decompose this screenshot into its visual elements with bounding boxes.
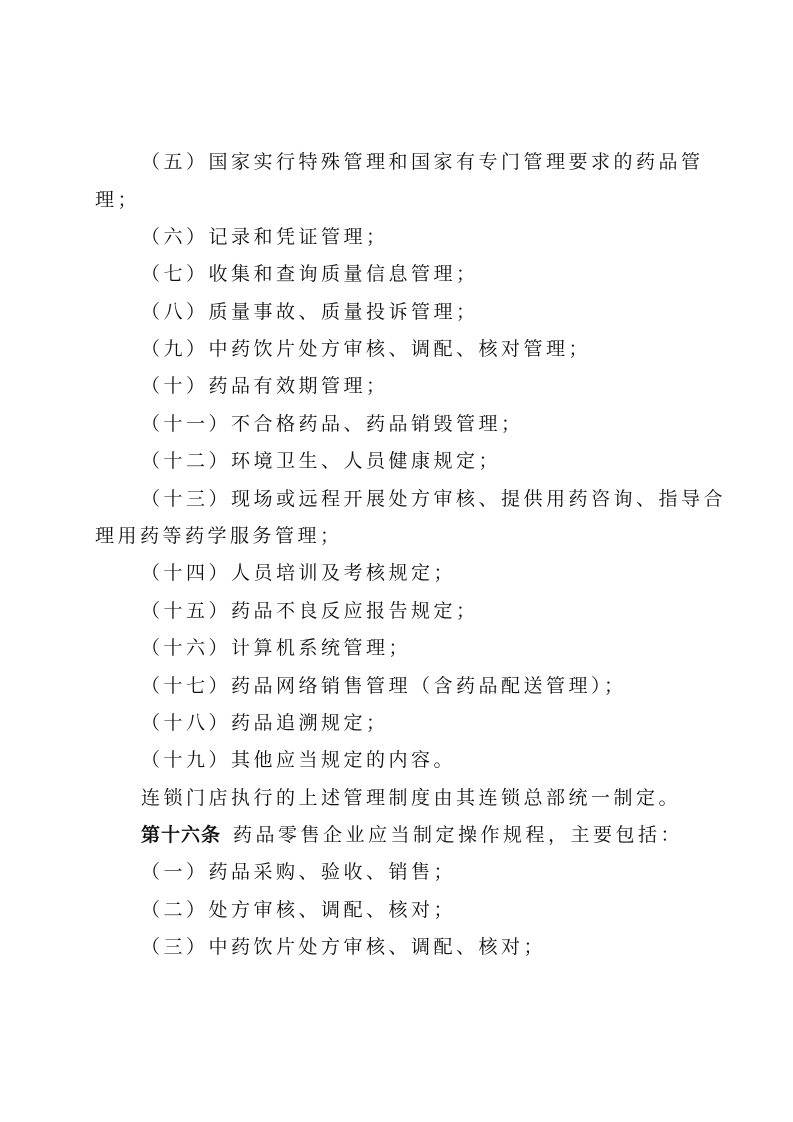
clause-9: （九）中药饮片处方审核、调配、核对管理；	[141, 338, 592, 360]
article-16-text: 药品零售企业应当制定操作规程，主要包括：	[233, 824, 684, 846]
clause-10: （十）药品有效期管理；	[141, 375, 389, 397]
clause-6: （六）记录和凭证管理；	[141, 226, 389, 248]
clause-15: （十五）药品不良反应报告规定；	[141, 600, 479, 622]
clause-19: （十九）其他应当规定的内容。	[141, 749, 457, 771]
clause-13-line-2: 理用药等药学服务管理；	[95, 525, 343, 547]
procedure-item-2: （二）处方审核、调配、核对；	[141, 899, 457, 921]
clause-5-line-2: 理；	[95, 189, 141, 211]
clause-7: （七）收集和查询质量信息管理；	[141, 263, 479, 285]
clause-12: （十二）环境卫生、人员健康规定；	[141, 450, 502, 472]
procedure-item-1: （一）药品采购、验收、销售；	[141, 861, 457, 883]
clause-8: （八）质量事故、质量投诉管理；	[141, 301, 479, 323]
procedure-item-3: （三）中药饮片处方审核、调配、核对；	[141, 936, 547, 958]
clause-18: （十八）药品追溯规定；	[141, 712, 389, 734]
clause-17: （十七）药品网络销售管理（含药品配送管理）；	[141, 675, 627, 697]
article-16	[141, 818, 746, 852]
clause-13-line-1: （十三）现场或远程开展处方审核、提供用药咨询、指导合	[141, 488, 727, 510]
clause-11: （十一）不合格药品、药品销毁管理；	[141, 413, 524, 435]
clause-14: （十四）人员培训及考核规定；	[141, 562, 457, 584]
article-16-label: 第十六条	[141, 824, 222, 846]
clause-5-line-1: （五）国家实行特殊管理和国家有专门管理要求的药品管	[141, 151, 704, 173]
clause-16: （十六）计算机系统管理；	[141, 637, 412, 659]
chain-store-note: 连锁门店执行的上述管理制度由其连锁总部统一制定。	[141, 787, 682, 809]
